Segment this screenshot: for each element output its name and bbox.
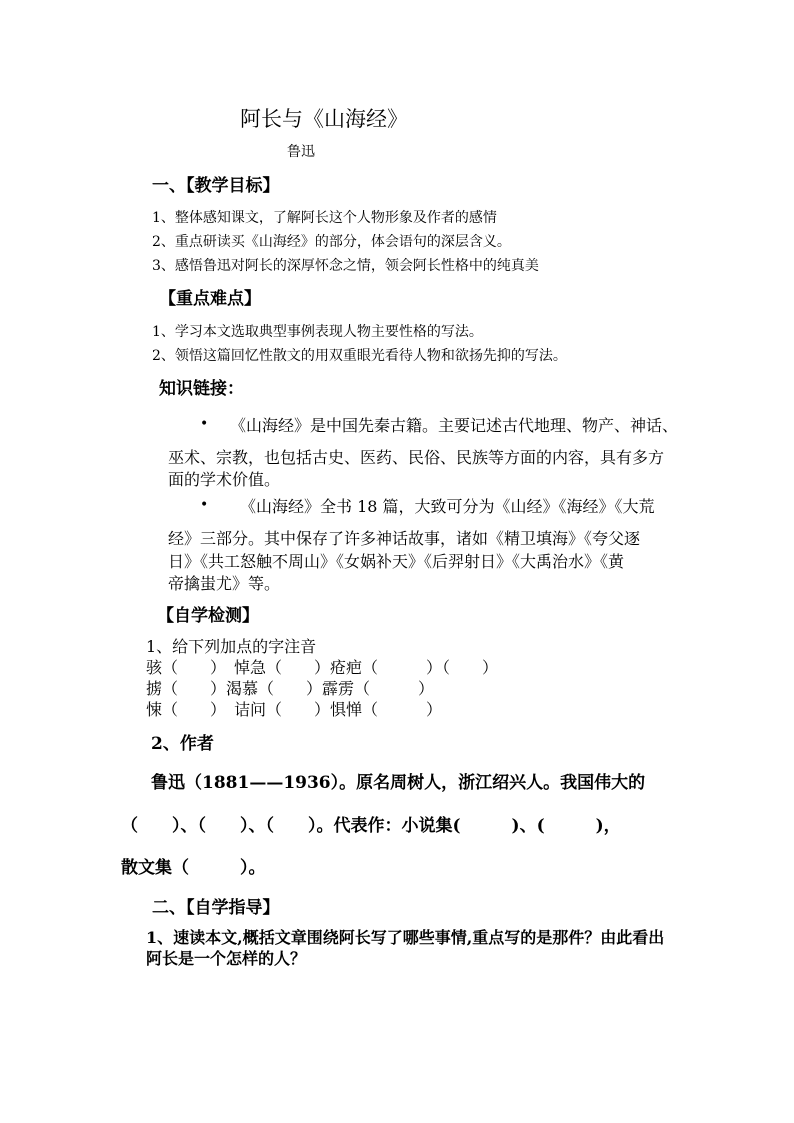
pinyin-row: 悚（ ） 诘问（ ）惧惮（ ） xyxy=(146,700,443,719)
knowledge-line: 经》三部分。其中保存了许多神话故事，诸如《精卫填海》《夸父逐 xyxy=(168,529,641,548)
author-info-line: 散文集（ ）。 xyxy=(121,858,266,878)
key-point-item: 2、领悟这篇回忆性散文的用双重眼光看待人物和欲扬先抑的写法。 xyxy=(152,348,567,364)
question-title: 2、作者 xyxy=(151,734,214,754)
author-info-line: （ ）、（ ）、（ ）。代表作：小说集( )、( )， xyxy=(121,816,621,836)
knowledge-line: 面的学术价值。 xyxy=(168,470,281,489)
question-title: 1、给下列加点的字注音 xyxy=(146,637,317,656)
author-info-line: 鲁迅（1881——1936）。原名周树人，浙江绍兴人。我国伟大的 xyxy=(151,773,646,793)
knowledge-line: 日》《共工怒触不周山》《女娲补天》《后羿射日》《大禹治水》《黄 xyxy=(168,552,625,571)
section2-heading: 二、【自学指导】 xyxy=(152,898,280,918)
key-points-heading: 【重点难点】 xyxy=(159,289,261,309)
goal-item: 3、感悟鲁迅对阿长的深厚怀念之情，领会阿长性格中的纯真美 xyxy=(152,258,539,274)
knowledge-line: 《山海经》全书 18 篇，大致可分为《山经》《海经》《大荒 xyxy=(240,497,655,516)
page-title: 阿长与《山海经》 xyxy=(240,107,408,131)
pinyin-row: 掳（ ）渴慕（ ）霹雳（ ） xyxy=(146,679,435,698)
section1-heading: 一、【教学目标】 xyxy=(152,176,280,196)
knowledge-heading: 知识链接： xyxy=(159,379,244,399)
key-point-item: 1、学习本文选取典型事例表现人物主要性格的写法。 xyxy=(152,324,483,340)
pinyin-row: 骇（ ） 悼急（ ）疮疤（ ）（ ） xyxy=(146,658,499,677)
self-test-heading: 【自学检测】 xyxy=(157,606,259,626)
bullet-icon: • xyxy=(200,416,209,432)
knowledge-line: 帝擒蚩尤》等。 xyxy=(168,574,281,593)
knowledge-line: 巫术、宗教，也包括古史、医药、民俗、民族等方面的内容，具有多方 xyxy=(168,448,665,467)
goal-item: 1、整体感知课文，了解阿长这个人物形象及作者的感情 xyxy=(152,210,497,226)
knowledge-line: 《山海经》是中国先秦古籍。主要记述古代地理、物产、神话、 xyxy=(230,416,679,435)
goal-item: 2、重点研读买《山海经》的部分，体会语句的深层含义。 xyxy=(152,234,511,250)
guide-line: 阿长是一个怎样的人？ xyxy=(146,949,307,968)
bullet-icon: • xyxy=(200,497,209,513)
author-name: 鲁迅 xyxy=(287,144,315,160)
guide-line: 1、速读本文,概括文章围绕阿长写了哪些事情,重点写的是那件？由此看出 xyxy=(146,928,665,947)
